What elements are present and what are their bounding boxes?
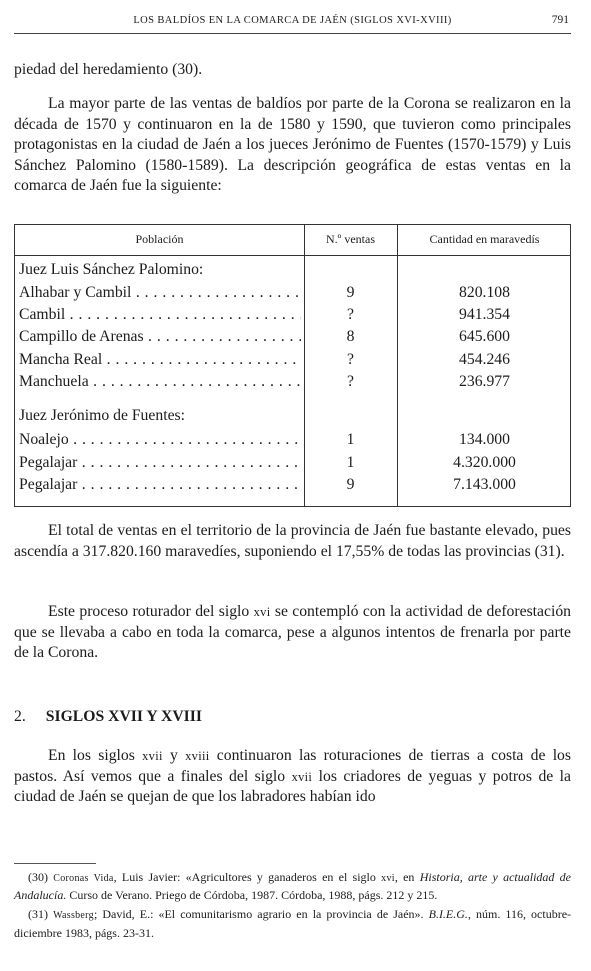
header-poblacion: Población: [135, 232, 184, 246]
row-count: 9: [346, 284, 355, 301]
running-header: [14, 12, 571, 34]
table-row: [15, 454, 572, 476]
table-row: [15, 351, 572, 373]
paragraph-5: [14, 746, 571, 808]
row-count: 1: [346, 454, 355, 471]
footnotes: [14, 869, 571, 944]
paragraph-5-part: los criadores de yeguas y potros de la ciudad de Jaén se quejan de que los labradores habían ido: [14, 767, 571, 806]
section-heading: [14, 708, 202, 726]
footnote-text: Curso de Verano. Priego de Córdoba, 1987. Córdoba, 1988, págs. 212 y 215.: [66, 888, 438, 903]
row-amount: 4.320.000: [453, 454, 516, 471]
header-cantidad: Cantidad en maravedís: [429, 232, 540, 246]
century-small-caps: xvi: [381, 873, 395, 884]
century-small-caps: xvi: [253, 605, 271, 619]
group-judge-palomino: Juez Luis Sánchez Palomino:: [19, 261, 204, 278]
footnote-text: , Luis Javier: «Agricultores y ganaderos en el siglo: [113, 870, 382, 884]
row-name: Pegalajar . . .: [19, 454, 301, 472]
table-row: [15, 373, 572, 395]
paragraph-4-part: Este proceso roturador del siglo: [48, 603, 254, 620]
footnote-text: , en: [394, 870, 420, 884]
footnote-text: ; David, E.: «El comunitarismo agrario en la provincia de Jaén».: [93, 907, 429, 922]
footnote-italic-title: B.I.E.G.: [428, 907, 468, 922]
sales-table: [14, 224, 571, 507]
table-row: [15, 306, 572, 328]
row-amount: 7.143.000: [453, 476, 516, 493]
table-group-header: [15, 261, 572, 283]
row-count: ?: [347, 351, 354, 368]
row-count: 8: [346, 328, 355, 345]
paragraph-5-part: En los siglos: [48, 747, 143, 764]
century-small-caps: xvii: [291, 769, 313, 784]
table-row: [15, 476, 572, 498]
row-name: Pegalajar . . .: [19, 476, 301, 494]
row-amount: 134.000: [459, 431, 510, 448]
century-small-caps: xviii: [185, 749, 210, 763]
row-amount: 645.600: [459, 328, 510, 345]
row-name: Noalejo . . .: [19, 431, 301, 449]
paragraph-3: El total de ventas en el territorio de la provincia de Jaén fue bastante elevado, pues ascendía a 317.820.160 maravedíes, suponiendo el 17,55% de todas las provincias (31).: [14, 522, 571, 560]
row-amount: 941.354: [459, 306, 510, 323]
section-number: 2.: [14, 708, 26, 725]
row-name: Campillo de Arenas . . .: [19, 328, 301, 346]
row-amount: 236.977: [459, 373, 510, 390]
table-header-rule: [15, 255, 570, 256]
paragraph-4: [14, 602, 571, 664]
row-amount: 820.108: [459, 284, 510, 301]
paragraph-5-part: continuaron las roturaciones de tierras a costa de los pastos. Así vemos que a finales del siglo: [14, 747, 572, 785]
row-count: 1: [346, 431, 355, 448]
paragraph-1: piedad del heredamiento (30).: [14, 61, 203, 78]
footnote-italic-title: Historia, arte y actualidad de Andalucía.: [14, 870, 572, 903]
page-number: 791: [551, 14, 569, 26]
header-n-ventas: N.º ventas: [325, 232, 376, 246]
table-row: [15, 284, 572, 306]
row-amount: 454.246: [459, 351, 510, 368]
paragraph-4-part: se contempló con la actividad de deforestación que se llevaba a cabo en toda la comarca, pese a algunos intentos de frenarla por parte de la Corona.: [14, 603, 572, 662]
table-row: [15, 431, 572, 453]
footnote-number: (31): [28, 907, 48, 922]
row-name: Cambil . . .: [19, 306, 301, 324]
row-name: Manchuela . . .: [19, 373, 301, 391]
row-count: 9: [346, 476, 355, 493]
row-count: ?: [347, 373, 354, 390]
footnote-author: Wassberg: [53, 910, 94, 922]
footnote-31: [14, 906, 571, 940]
century-small-caps: xvii: [142, 749, 163, 763]
row-name: Alhabar y Cambil . . .: [19, 284, 301, 302]
paragraph-2: La mayor parte de las ventas de baldíos por parte de la Corona se realizaron en la década de 1570 y continuaron en la de 1580 y 1590, que tuvieron como principales protagonistas en la ciudad de Jaén a los jueces Jerónimo de Fuentes (1570-1579) y Luis Sánchez Palomino (1580-1589). La descripción geográfica de estas ventas en la comarca de Jaén fue la siguiente:: [14, 95, 571, 195]
row-name: Mancha Real . . .: [19, 351, 301, 369]
section-title: SIGLOS XVII Y XVIII: [45, 708, 202, 725]
running-title: LOS BALDÍOS EN LA COMARCA DE JAÉN (SIGLOS XVI-XVIII): [133, 15, 452, 26]
table-row: [15, 328, 572, 350]
footnote-text: , núm. 116, octubre-diciembre 1983, págs. 23-31.: [14, 907, 572, 940]
footnote-author: Coronas Vida: [53, 873, 114, 884]
group-judge-fuentes: Juez Jerónimo de Fuentes:: [19, 407, 185, 424]
table-group-header: [15, 407, 572, 429]
row-count: ?: [347, 306, 354, 323]
footnote-number: (30): [28, 870, 48, 884]
paragraph-5-part: y: [162, 747, 186, 764]
footnote-30: [14, 869, 571, 903]
footnote-rule: [14, 863, 96, 864]
